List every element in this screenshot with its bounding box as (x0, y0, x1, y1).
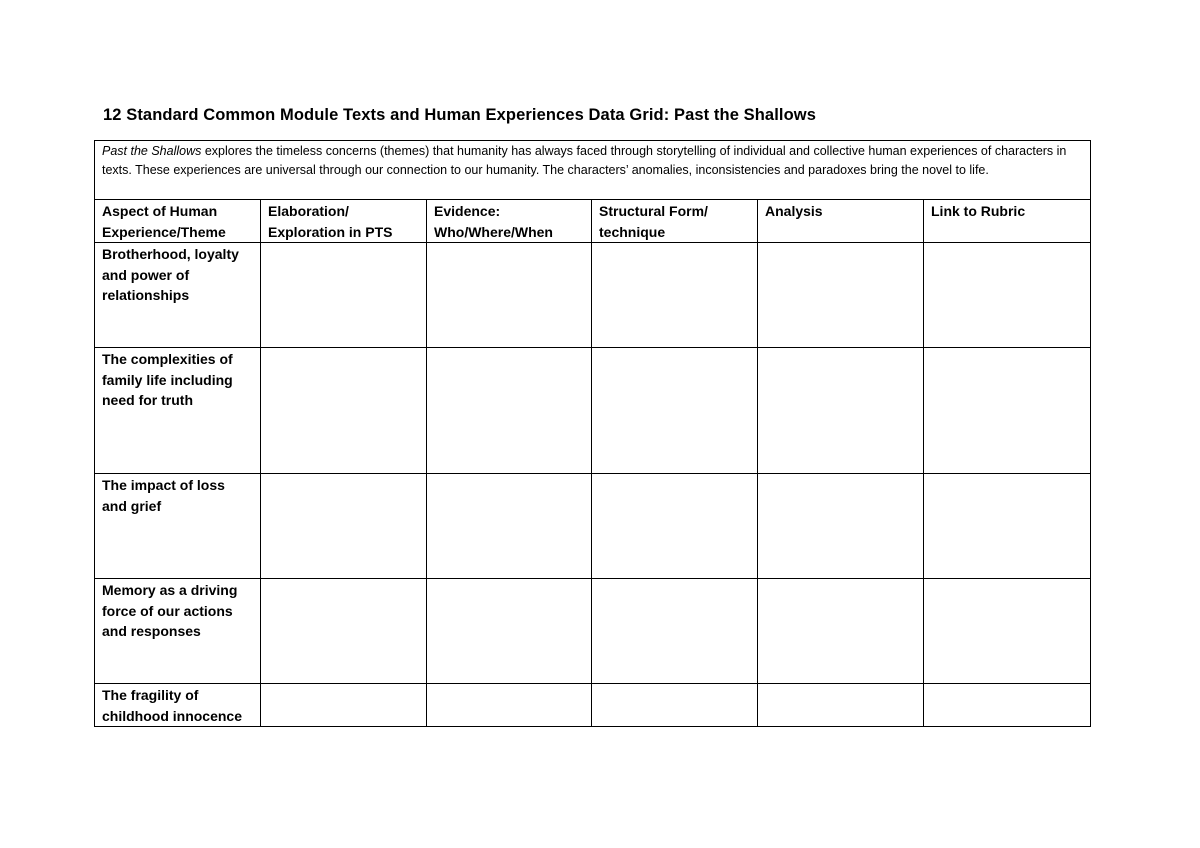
intro-row (95, 141, 1091, 200)
table-row (95, 684, 1091, 727)
table-cell[interactable] (924, 579, 1091, 684)
table-cell[interactable] (758, 684, 924, 727)
intro-cell (95, 141, 1091, 200)
table-cell[interactable] (427, 474, 592, 579)
table-cell[interactable] (592, 243, 758, 348)
table-row (95, 579, 1091, 684)
table-cell[interactable] (261, 684, 427, 727)
column-header: Evidence: Who/Where/When (427, 200, 592, 243)
column-header: Analysis (758, 200, 924, 243)
table-cell[interactable] (924, 684, 1091, 727)
table-cell[interactable] (924, 348, 1091, 474)
table-cell[interactable] (592, 348, 758, 474)
table-cell[interactable] (924, 474, 1091, 579)
theme-cell: The complexities of family life including need for truth (95, 348, 261, 474)
theme-cell: The impact of loss and grief (95, 474, 261, 579)
table-cell[interactable] (427, 243, 592, 348)
table-cell[interactable] (758, 579, 924, 684)
page-title: 12 Standard Common Module Texts and Human Experiences Data Grid: Past the Shallows (103, 106, 816, 124)
table-cell[interactable] (758, 243, 924, 348)
theme-cell: Brotherhood, loyalty and power of relationships (95, 243, 261, 348)
table-cell[interactable] (758, 348, 924, 474)
intro-body-text: explores the timeless concerns (themes) that humanity has always faced through storytelling of individual and collective human experiences of characters in texts. These experiences are universal through our connection to our humanity. The characters’ anomalies, inconsistencies and paradoxes bring the novel to life. (102, 144, 1067, 177)
column-header: Aspect of Human Experience/Theme (95, 200, 261, 243)
table-cell[interactable] (261, 579, 427, 684)
table-cell[interactable] (592, 474, 758, 579)
table-cell[interactable] (261, 243, 427, 348)
table-cell[interactable] (427, 348, 592, 474)
table-cell[interactable] (592, 684, 758, 727)
table-cell[interactable] (261, 474, 427, 579)
header-row (95, 200, 1091, 243)
table-row (95, 243, 1091, 348)
data-grid-table (94, 140, 1091, 727)
intro-italic-text: Past the Shallows (102, 144, 202, 158)
column-header: Structural Form/ technique (592, 200, 758, 243)
table-cell[interactable] (758, 474, 924, 579)
table-row (95, 474, 1091, 579)
table-row (95, 348, 1091, 474)
theme-cell: The fragility of childhood innocence (95, 684, 261, 727)
table-cell[interactable] (592, 579, 758, 684)
table-cell[interactable] (427, 684, 592, 727)
column-header: Link to Rubric (924, 200, 1091, 243)
table-cell[interactable] (261, 348, 427, 474)
column-header: Elaboration/ Exploration in PTS (261, 200, 427, 243)
table-cell[interactable] (924, 243, 1091, 348)
theme-cell: Memory as a driving force of our actions and responses (95, 579, 261, 684)
table-cell[interactable] (427, 579, 592, 684)
